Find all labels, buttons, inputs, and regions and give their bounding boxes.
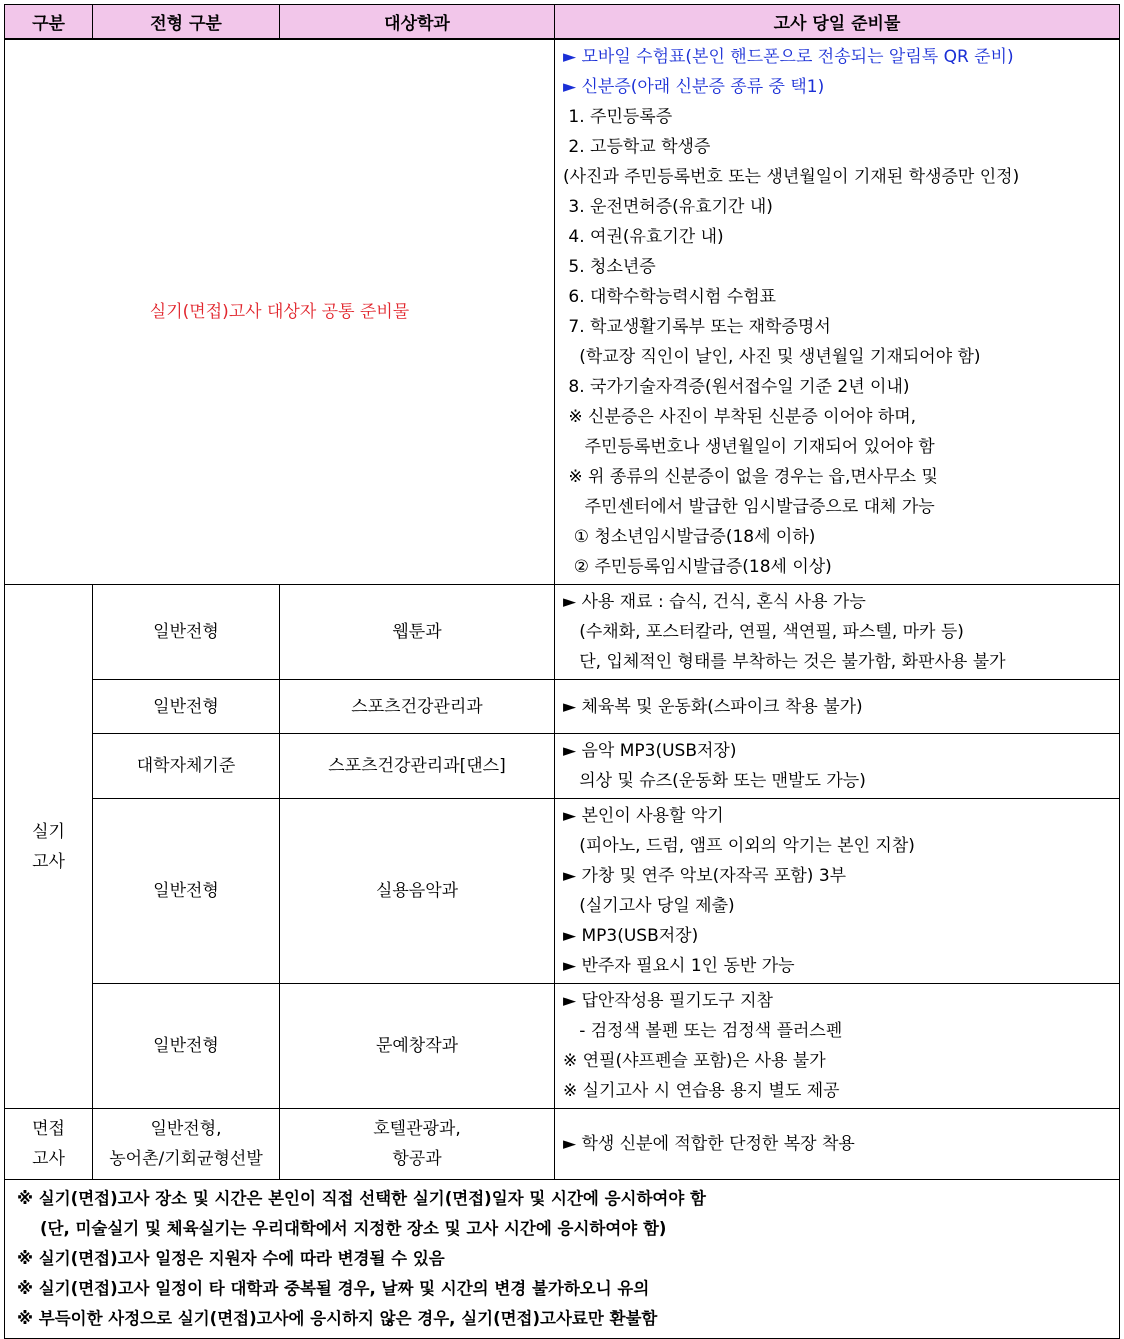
note-line: ※ 실기(면접)고사 장소 및 시간은 본인이 직접 선택한 실기(면접)일자 및 시간에 응시하여야 함 xyxy=(17,1189,706,1208)
common-item-line: 2. 고등학교 학생증 xyxy=(563,137,711,157)
note-line: ※ 실기(면접)고사 일정은 지원자 수에 따라 변경될 수 있음 xyxy=(17,1249,445,1268)
common-item-line: (사진과 주민등록번호 또는 생년월일이 기재된 학생증만 인정) xyxy=(563,167,1020,187)
department: 실용음악과 xyxy=(280,799,555,984)
notes-row xyxy=(5,1180,1120,1339)
department: 스포츠건강관리과 xyxy=(280,680,555,734)
item-line: (수채화, 포스터칼라, 연필, 색연필, 파스텔, 마카 등) xyxy=(563,622,964,642)
common-row xyxy=(5,39,1120,585)
item-line: ► 반주자 필요시 1인 동반 가능 xyxy=(563,956,795,976)
note-line: (단, 미술실기 및 체육실기는 우리대학에서 지정한 장소 및 고사 시간에 응시하여야 함) xyxy=(17,1219,667,1238)
common-item-line: 주민센터에서 발급한 임시발급증으로 대체 가능 xyxy=(563,497,935,517)
header-category: 구분 xyxy=(5,5,93,40)
admission-type: 일반전형 xyxy=(93,585,280,680)
header-department: 대상학과 xyxy=(280,5,555,40)
practical-row-webtoon xyxy=(5,585,1120,680)
common-item-line: ① 청소년임시발급증(18세 이하) xyxy=(563,527,816,547)
item-line: ► 음악 MP3(USB저장) xyxy=(563,741,737,761)
common-item-line: 7. 학교생활기록부 또는 재학증명서 xyxy=(563,317,831,337)
items-cell xyxy=(555,1109,1120,1180)
practical-row-music xyxy=(5,799,1120,984)
department: 문예창작과 xyxy=(280,984,555,1109)
practical-row-dance xyxy=(5,734,1120,799)
common-item-line: 5. 청소년증 xyxy=(563,257,656,277)
department: 웹툰과 xyxy=(280,585,555,680)
item-line: ► 본인이 사용할 악기 xyxy=(563,806,724,826)
common-item-line: ※ 위 종류의 신분증이 없을 경우는 읍,면사무소 및 xyxy=(563,467,938,487)
common-label: 실기(면접)고사 대상자 공통 준비물 xyxy=(5,39,555,585)
common-item-line: ► 모바일 수험표(본인 핸드폰으로 전송되는 알림톡 QR 준비) xyxy=(563,47,1014,67)
item-line: - 검정색 볼펜 또는 검정색 플러스펜 xyxy=(563,1021,843,1041)
department: 호텔관광과, 항공과 xyxy=(280,1109,555,1180)
item-line: (피아노, 드럼, 앰프 이외의 악기는 본인 지참) xyxy=(563,836,915,856)
items-cell xyxy=(555,680,1120,734)
admission-type: 대학자체기준 xyxy=(93,734,280,799)
item-line: ► MP3(USB저장) xyxy=(563,926,699,946)
interview-row xyxy=(5,1109,1120,1180)
note-line: ※ 부득이한 사정으로 실기(면접)고사에 응시하지 않은 경우, 실기(면접)고사료만 환불함 xyxy=(17,1309,658,1328)
common-item-line: 6. 대학수학능력시험 수험표 xyxy=(563,287,777,307)
common-item-line: 8. 국가기술자격증(원서접수일 기준 2년 이내) xyxy=(563,377,910,397)
admission-type: 일반전형, 농어촌/기회균형선발 xyxy=(93,1109,280,1180)
practical-row-sports xyxy=(5,680,1120,734)
common-item-line: 1. 주민등록증 xyxy=(563,107,673,127)
items-cell xyxy=(555,984,1120,1109)
header-admission-type: 전형 구분 xyxy=(93,5,280,40)
header-row xyxy=(5,5,1120,40)
common-item-line: ※ 신분증은 사진이 부착된 신분증 이어야 하며, xyxy=(563,407,917,427)
item-line: ► 학생 신분에 적합한 단정한 복장 착용 xyxy=(563,1134,855,1154)
common-item-line: ► 신분증(아래 신분증 종류 중 택1) xyxy=(563,77,825,97)
header-items: 고사 당일 준비물 xyxy=(555,5,1120,40)
items-cell xyxy=(555,585,1120,680)
common-item-line: 4. 여권(유효기간 내) xyxy=(563,227,724,247)
item-line: ► 가창 및 연주 악보(자작곡 포함) 3부 xyxy=(563,866,847,886)
items-cell xyxy=(555,799,1120,984)
item-line: ► 체육복 및 운동화(스파이크 착용 불가) xyxy=(563,696,863,717)
items-cell xyxy=(555,734,1120,799)
admission-type: 일반전형 xyxy=(93,799,280,984)
common-item-line: (학교장 직인이 날인, 사진 및 생년월일 기재되어야 함) xyxy=(563,347,981,367)
admission-type: 일반전형 xyxy=(93,984,280,1109)
item-line: ► 답안작성용 필기도구 지참 xyxy=(563,991,773,1011)
item-line: 의상 및 슈즈(운동화 또는 맨발도 가능) xyxy=(563,771,866,791)
item-line: (실기고사 당일 제출) xyxy=(563,896,735,916)
common-items xyxy=(555,39,1120,585)
practical-label: 실기 고사 xyxy=(5,585,93,1109)
item-line: 단, 입체적인 형태를 부착하는 것은 불가함, 화판사용 불가 xyxy=(563,652,1006,672)
exam-preparation-table xyxy=(4,4,1120,1339)
common-item-line: 3. 운전면허증(유효기간 내) xyxy=(563,197,773,217)
admission-type: 일반전형 xyxy=(93,680,280,734)
note-line: ※ 실기(면접)고사 일정이 타 대학과 중복될 경우, 날짜 및 시간의 변경 불가하오니 유의 xyxy=(17,1279,650,1298)
interview-label: 면접 고사 xyxy=(5,1109,93,1180)
item-line: ※ 실기고사 시 연습용 용지 별도 제공 xyxy=(563,1081,840,1101)
item-line: ► 사용 재료 : 습식, 건식, 혼식 사용 가능 xyxy=(563,592,866,612)
practical-row-writing xyxy=(5,984,1120,1109)
department: 스포츠건강관리과[댄스] xyxy=(280,734,555,799)
common-item-line: 주민등록번호나 생년월일이 기재되어 있어야 함 xyxy=(563,437,935,457)
common-item-line: ② 주민등록임시발급증(18세 이상) xyxy=(563,557,832,577)
notes-cell xyxy=(5,1180,1120,1339)
item-line: ※ 연필(샤프펜슬 포함)은 사용 불가 xyxy=(563,1051,826,1071)
